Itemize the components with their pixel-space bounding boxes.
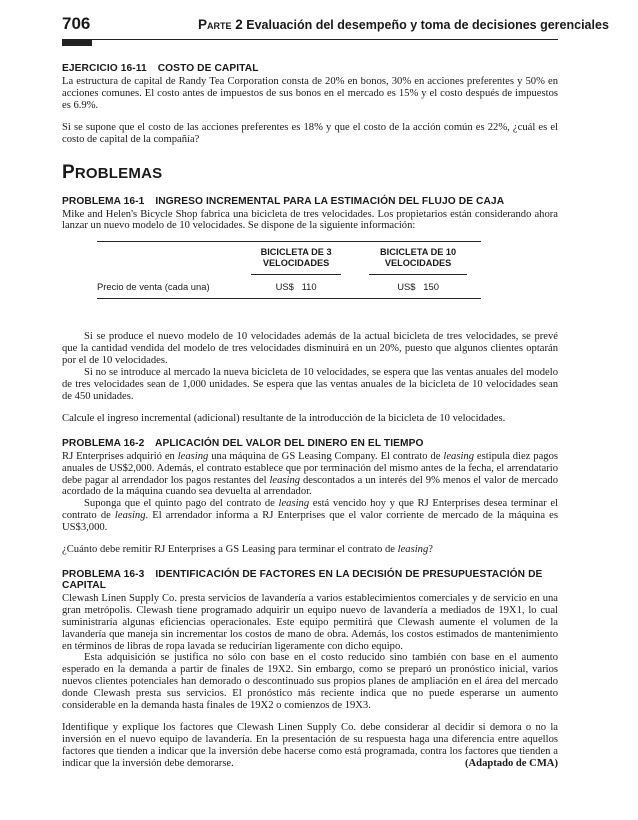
- problem-title: IDENTIFICACIÓN DE FACTORES EN LA DECISIÓN DE PRESUPUESTACIÓN DE CAPITAL: [62, 568, 543, 591]
- text-run: RJ Enterprises adquirió en: [62, 450, 178, 462]
- text-run: ?: [428, 544, 433, 556]
- table-header-10-speed: [355, 242, 481, 273]
- table-cell-3-speed-price: US$ 110: [275, 281, 317, 293]
- problem-number: PROBLEMA 16-1: [62, 195, 145, 207]
- text-run: una máquina de GS Leasing Company. El contrato de: [208, 450, 444, 462]
- table-row: [97, 275, 481, 299]
- table-header-3-speed: [237, 242, 355, 273]
- section-title: [62, 162, 558, 184]
- text-run-italic: leasing: [269, 474, 301, 486]
- text-run-italic: leasing: [177, 450, 209, 462]
- section-title-initial: P: [62, 161, 75, 183]
- problem1-intro: Mike and Helen's Bicycle Shop fabrica una bicicleta de tres velocidades. Los propietarios están considerando ahora lanzar un nuevo modelo de 10 velocidades. Se dispone de la siguiente información:: [62, 208, 558, 232]
- text-run: Suponga que el quinto pago del contrato de: [84, 498, 279, 510]
- problem3-question-text: Identifique y explique los factores que Clewash Linen Supply Co. debe considerar al decidir si demora o no la inversión en el nuevo equipo de lavandería. En la presentación de su respuesta haga una diferencia entre aquellos factores que tienden a indicar que la inversión debe hacerse como está programada, contra los factores que tienden a indicar que la inversión debe demorarse.: [62, 722, 558, 769]
- problem2-paragraph-1: [62, 451, 558, 499]
- text-run: está vencido hoy y que RJ Enterprises desea terminar el contrato de: [62, 498, 559, 522]
- problem-title: APLICACIÓN DEL VALOR DEL DINERO EN EL TIEMPO: [155, 437, 424, 449]
- problem3-question: [62, 722, 558, 770]
- problem1-paragraph-2: Si no se introduce al mercado la nueva bicicleta de 10 velocidades, se espera que las ventas anuales del modelo de tres velocidades sean de 1,000 unidades. Se espera que las ventas anuales de la bicicleta de 10 velocidades sean de 450 unidades.: [62, 367, 558, 402]
- bicycle-price-table: [97, 241, 481, 299]
- page-content: [62, 63, 558, 770]
- exercise-title: COSTO DE CAPITAL: [157, 63, 259, 74]
- problem1-question: Calcule el ingreso incremental (adicional) resultante de la introducción de la bicicleta de 10 velocidades.: [62, 412, 506, 424]
- problem-heading-16-1: [62, 196, 558, 207]
- problem-heading-16-2: [62, 438, 558, 449]
- source-credit: (Adaptado de CMA): [465, 757, 558, 769]
- table-row-label: Precio de venta (cada una): [97, 281, 210, 293]
- running-head: [198, 17, 609, 32]
- table-cell-10-speed-price: US$ 150: [397, 281, 439, 293]
- chapter-title: Evaluación del desempeño y toma de decisiones gerenciales: [246, 18, 609, 32]
- text-run: estipula diez pagos anuales de US$2,000. Además, el contrato establece que por terminación del mismo antes de la fecha, el arrendatario debe pagar al arrendador los pagos restantes del: [62, 450, 558, 486]
- exercise-paragraph-1: La estructura de capital de Randy Tea Corporation consta de 20% en bonos, 30% en acciones preferentes y 50% en acciones comunes. El costo antes de impuestos de sus bonos en el mercado es 15% y el costo después de impuestos es 6.9%.: [62, 76, 558, 111]
- page-number: 706: [62, 14, 91, 33]
- text-run: descontados a un interés del 9% menos el valor de mercado acordado de la máquina cuando sea devuelta al arrendador.: [62, 474, 558, 498]
- exercise-heading: [62, 63, 558, 74]
- table-header-10-speed-line2: VELOCIDADES: [384, 258, 452, 269]
- problem3-paragraph-1: Clewash Linen Supply Co. presta servicios de lavandería a varios establecimientos comerciales y de servicio en una gran metrópolis. Clewash tiene programado adquirir un equipo nuevo de lavandería a mediados de 19X1, lo cual suministraría algunas eficiencias operacionales. Este equipo permitirá que Clewash aumente el volumen de la lavandería que maneja sin incrementar los costos de mano de obra. Además, los costos estimados de mantenimiento en términos de libras de ropa lavada se reducirían ligeramente con dicho equipo.: [62, 592, 558, 652]
- problem-number: PROBLEMA 16-3: [62, 568, 145, 580]
- problem-heading-16-3: [62, 569, 558, 591]
- header-rule: [62, 39, 558, 40]
- text-run-italic: leasing: [278, 498, 310, 510]
- table-header-10-speed-line1: BICICLETA DE 10: [380, 247, 457, 258]
- text-run-italic: leasing: [443, 450, 474, 462]
- part-label: Parte 2: [198, 17, 243, 32]
- problem3-paragraph-2: Esta adquisición se justifica no sólo con base en el costo reducido sino también con base en el aumento esperado en la demanda a partir de finales de 19X2. Sin embargo, como se preparó un pronóstico inicial, varios nuevos clientes potenciales han demorado o descontinuado sus propios planes de ampliación en el área del mercado donde Clewash presta sus servicios. El pronóstico más reciente indica que no puede esperarse un aumento considerable en la demanda hasta finales de 19X2 o comienzos de 19X3.: [62, 652, 558, 712]
- table-corner: [97, 242, 237, 273]
- text-run: ¿Cuánto debe remitir RJ Enterprises a GS Leasing para terminar el contrato de: [62, 544, 398, 556]
- table-header-3-speed-line2: VELOCIDADES: [262, 258, 330, 269]
- text-run-italic: leasing: [397, 544, 429, 556]
- text-run: . El arrendador informa a RJ Enterprises que el valor corriente de mercado de la máquina es US$3,000.: [62, 510, 558, 534]
- text-run-italic: leasing: [114, 510, 146, 522]
- problem2-paragraph-2: [62, 498, 558, 534]
- problem1-paragraph-1: Si se produce el nuevo modelo de 10 velocidades además de la actual bicicleta de tres velocidades, se prevé que la cantidad vendida del modelo de tres velocidades disminuirá en un 20%, puesto que algunos clientes optarán por el de 10 velocidades.: [62, 331, 558, 367]
- section-title-rest: ROBLEMAS: [74, 164, 163, 182]
- exercise-paragraph-2: Si se supone que el costo de las acciones preferentes es 18% y que el costo de la acción común es 22%, ¿cuál es el costo de capital de la compañía?: [62, 121, 558, 145]
- table-header-3-speed-line1: BICICLETA DE 3: [260, 247, 332, 258]
- header-block-marker: [62, 39, 92, 46]
- problem-number: PROBLEMA 16-2: [62, 437, 145, 449]
- problem2-question: [62, 544, 558, 556]
- exercise-number: EJERCICIO 16-11: [62, 63, 147, 74]
- problem-title: INGRESO INCREMENTAL PARA LA ESTIMACIÓN DEL FLUJO DE CAJA: [155, 195, 505, 207]
